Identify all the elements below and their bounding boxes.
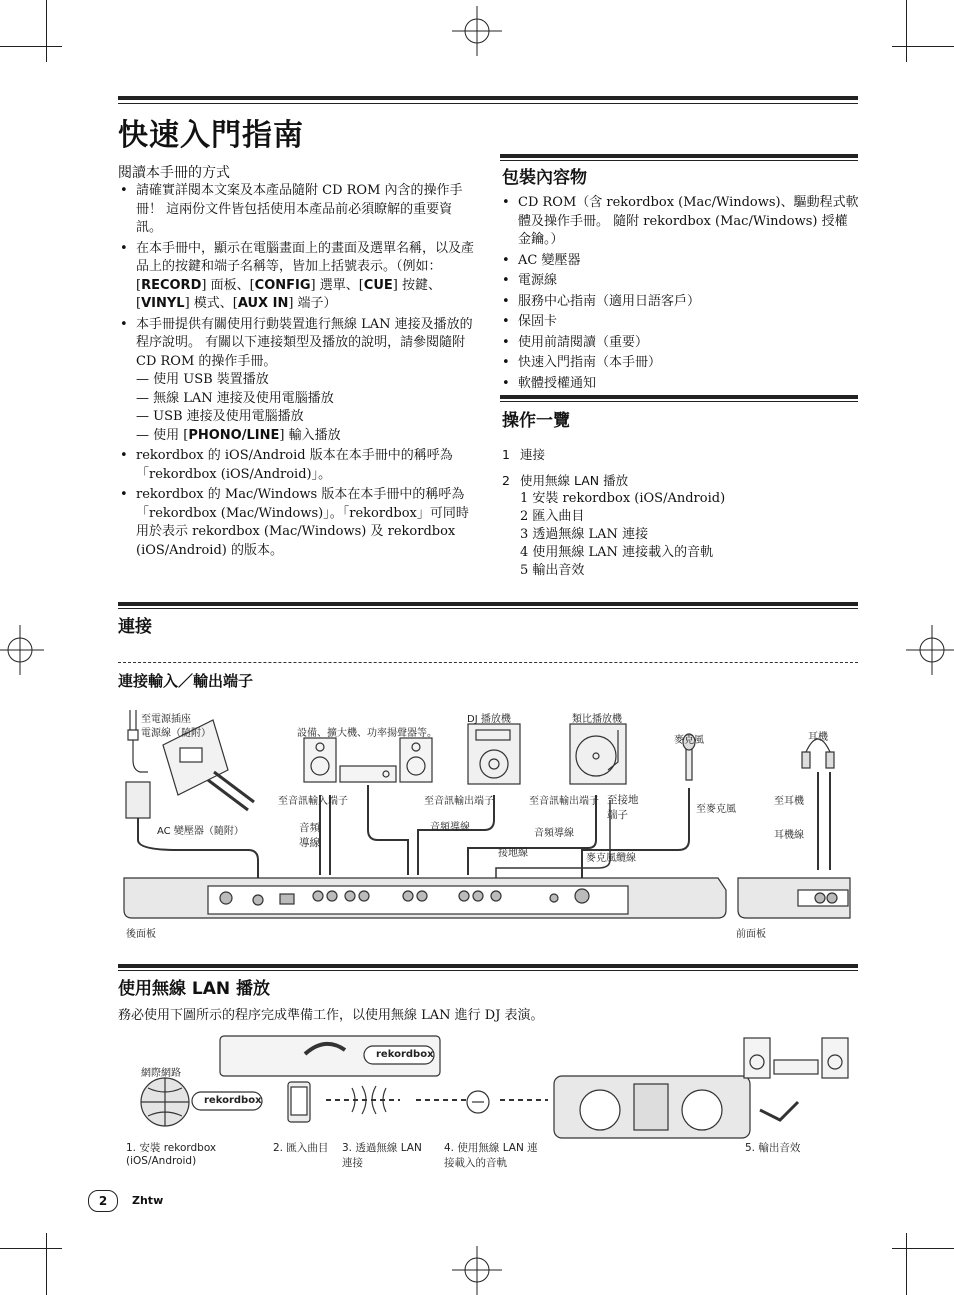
- audio-cable-label: 音頻導線: [299, 822, 320, 849]
- analog-player-label: 類比播放機: [572, 714, 622, 725]
- ground-wire-label: 接地線: [498, 848, 528, 859]
- headphones-label: 耳機: [808, 732, 828, 743]
- audio-cable-label: 音頻導線: [534, 828, 574, 839]
- list-item: • 在本手冊中，顯示在電腦畫面上的畫面及選單名稱，以及產品上的按鍵和端子名稱等，皆加上括號表示。（例如：[RECORD] 面板、[CONFIG] 選單、[CUE] 按鍵、[VINYL] 模式、[AUX IN] 端子）: [118, 240, 476, 314]
- list-item: • 快速入門指南（本手冊）: [500, 354, 860, 373]
- to-audio-out-label: 至音訊輸出端子: [424, 796, 494, 807]
- internet-label: 網際網路: [141, 1068, 181, 1079]
- reading-heading: 閱讀本手冊的方式: [118, 165, 230, 181]
- audio-cable-label: 音頻導線: [430, 822, 470, 833]
- outlet-label: 至電源插座: [141, 714, 191, 725]
- operations-heading: 操作一覽: [502, 411, 570, 431]
- substep-item: 2 匯入曲目: [520, 509, 585, 524]
- list-item: • 請確實詳閱本文案及本產品隨附 CD ROM 內含的操作手冊！ 這兩份文件皆包括使用本產品前必須瞭解的重要資訊。: [118, 182, 476, 238]
- section-rule: [118, 608, 858, 609]
- ac-adapter-label: AC 變壓器（隨附）: [157, 826, 244, 837]
- crop-mark: [0, 46, 62, 47]
- list-item: • 保固卡: [500, 313, 860, 332]
- substep-item: 5 輸出音效: [520, 563, 585, 578]
- rekordbox-badge: rekordbox: [204, 1095, 262, 1106]
- to-audio-out-label: 至音訊輸出端子: [529, 796, 599, 807]
- list-item: • 本手冊提供有關使用行動裝置進行無線 LAN 連接及播放的程序說明。 有關以下連接類型及播放的說明，請參閱隨附 CD ROM 的操作手冊。 — 使用 USB 裝置播放 — 無線 LAN 連接及使用電腦播放 — USB 連接及使用電腦播放 — 使用 [PHONO/LINE] 輸入播放: [118, 316, 476, 446]
- wireless-heading: 使用無線 LAN 播放: [118, 979, 271, 999]
- registration-mark: [906, 625, 954, 675]
- dj-player-label: DJ 播放機: [467, 714, 511, 725]
- to-mic-label: 至麥克風: [696, 804, 736, 815]
- list-item: • 電源線: [500, 272, 860, 291]
- sub-item: — 使用 USB 裝置播放: [136, 372, 269, 387]
- step-2-label: 2. 匯入曲目: [273, 1142, 329, 1154]
- crop-mark: [906, 1233, 907, 1295]
- section-rule: [118, 602, 858, 606]
- crop-mark: [906, 0, 907, 62]
- crop-mark: [892, 46, 954, 47]
- list-item: • 服務中心指南（適用日語客戶）: [500, 293, 860, 312]
- list-item: • CD ROM（含 rekordbox (Mac/Windows)、驅動程式軟體及操作手冊。 隨附 rekordbox (Mac/Windows) 授權金鑰。）: [500, 194, 860, 250]
- rekordbox-badge: rekordbox: [376, 1049, 434, 1060]
- crop-mark: [46, 0, 47, 62]
- connection-heading: 連接: [118, 617, 152, 637]
- page-title: 快速入門指南: [118, 118, 304, 153]
- crop-mark: [892, 1248, 954, 1249]
- list-item: • 使用前請閱讀（重要）: [500, 334, 860, 353]
- section-rule: [118, 964, 858, 968]
- language-code: Zhtw: [132, 1194, 164, 1207]
- to-audio-in-label: 至音訊輸入端子: [278, 796, 348, 807]
- list-item: • 軟體授權通知: [500, 375, 860, 394]
- list-item: • AC 變壓器: [500, 252, 860, 271]
- operations-list: [502, 446, 858, 580]
- step-item: 1 連接: [502, 447, 546, 462]
- equipment-label: 設備、擴大機、功率揚聲器等。: [297, 728, 437, 739]
- step-3-label: 3. 透過無線 LAN 連接: [342, 1142, 422, 1169]
- connection-subheading: 連接輸入／輸出端子: [118, 672, 254, 690]
- step-4-label: 4. 使用無線 LAN 連接載入的音軌: [444, 1142, 538, 1169]
- section-rule: [500, 401, 858, 402]
- sub-item: — USB 連接及使用電腦播放: [136, 409, 304, 424]
- list-item: • rekordbox 的 Mac/Windows 版本在本手冊中的稱呼為「rekordbox (Mac/Windows)」。「rekordbox」可同時用於表示 rekordbox (Mac/Windows) 及 rekordbox (iOS/Android) 的版本。: [118, 486, 476, 560]
- section-rule: [500, 160, 858, 161]
- section-rule: [500, 395, 858, 399]
- registration-mark: [452, 6, 502, 56]
- power-cord-label: 電源線（隨附）: [141, 728, 211, 739]
- substep-item: 1 安裝 rekordbox (iOS/Android): [520, 491, 726, 506]
- connection-diagram: [118, 700, 858, 940]
- mic-label: 麥克風: [674, 735, 704, 746]
- page-number: 2: [88, 1190, 118, 1212]
- crop-mark: [0, 1248, 62, 1249]
- title-rule: [118, 96, 858, 100]
- rear-panel-label: 後面板: [126, 929, 156, 940]
- headphone-cable-label: 耳機線: [774, 830, 804, 841]
- step-item: 2 使用無線 LAN 播放: [502, 473, 629, 488]
- registration-mark: [452, 1246, 502, 1295]
- section-rule: [118, 970, 858, 971]
- sub-item: — 使用 [PHONO/LINE] 輸入播放: [136, 427, 341, 443]
- wireless-diagram: [130, 1030, 854, 1140]
- registration-mark: [0, 625, 44, 675]
- package-list: [500, 194, 860, 395]
- list-item: • rekordbox 的 iOS/Android 版本在本手冊中的稱呼為「rekordbox (iOS/Android)」。: [118, 447, 476, 484]
- mic-cable-label: 麥克風纜線: [586, 853, 636, 864]
- step-5-label: 5. 輸出音效: [745, 1142, 801, 1154]
- section-rule: [500, 154, 858, 158]
- to-ground-label: 至接地端子: [607, 794, 639, 821]
- to-headphones-label: 至耳機: [774, 796, 804, 807]
- step-1-label: 1. 安裝 rekordbox (iOS/Android): [126, 1142, 217, 1167]
- substep-item: 3 透過無線 LAN 連接: [520, 527, 649, 542]
- wireless-intro: 務必使用下圖所示的程序完成準備工作，以使用無線 LAN 進行 DJ 表演。: [118, 1008, 544, 1023]
- title-rule: [118, 103, 858, 104]
- sub-item: — 無線 LAN 連接及使用電腦播放: [136, 390, 334, 406]
- crop-mark: [46, 1233, 47, 1295]
- dashed-divider: [118, 662, 858, 663]
- front-panel-label: 前面板: [736, 929, 766, 940]
- substep-item: 4 使用無線 LAN 連接載入的音軌: [520, 545, 714, 560]
- reading-list: [118, 182, 476, 562]
- package-heading: 包裝內容物: [502, 168, 587, 188]
